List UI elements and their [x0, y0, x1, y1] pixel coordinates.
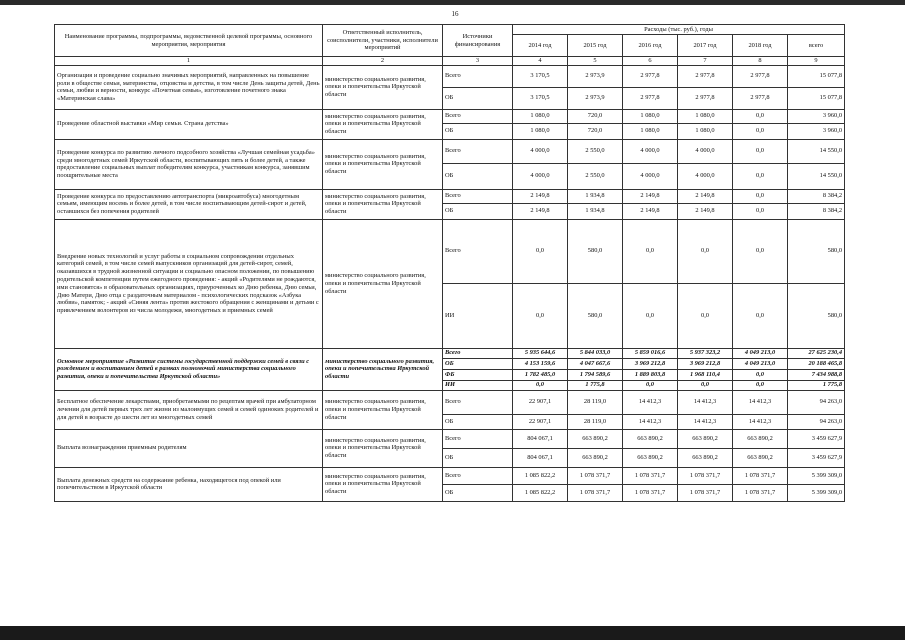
- year-value: 4 000,0: [678, 163, 733, 189]
- year-value: 0,0: [733, 109, 788, 123]
- table-row: [55, 219, 845, 283]
- responsible-executor: министерство социального развития, опеки и попечительства Иркутской области: [323, 189, 443, 219]
- year-value: 1 078 371,7: [678, 484, 733, 501]
- year-value: 1 078 371,7: [733, 484, 788, 501]
- year-value: 1 078 371,7: [623, 467, 678, 484]
- year-value: 1 078 371,7: [623, 484, 678, 501]
- year-value: 2 973,9: [568, 65, 623, 87]
- year-value: 0,0: [733, 163, 788, 189]
- col-number: 1: [55, 57, 323, 66]
- table-row: [55, 467, 845, 484]
- funding-source: ОБ: [443, 414, 513, 429]
- year-value: 804 067,1: [513, 429, 568, 448]
- year-value: 1 934,8: [568, 203, 623, 219]
- year-value: 663 890,2: [678, 429, 733, 448]
- year-value: 28 119,0: [568, 414, 623, 429]
- col-number: 2: [323, 57, 443, 66]
- table-row: [55, 348, 845, 358]
- total-value: 1 775,8: [788, 380, 845, 390]
- total-value: 94 263,0: [788, 390, 845, 414]
- year-value: 2 550,0: [568, 163, 623, 189]
- year-value: 0,0: [733, 189, 788, 203]
- funding-source: ОБ: [443, 163, 513, 189]
- table-row: [55, 65, 845, 87]
- header-year: 2018 год: [733, 35, 788, 57]
- year-value: 663 890,2: [733, 429, 788, 448]
- table-body: [55, 65, 845, 501]
- funding-source: Всего: [443, 390, 513, 414]
- funding-source: ОБ: [443, 203, 513, 219]
- year-value: 4 000,0: [513, 139, 568, 163]
- header-responsible-column: Ответственный исполнитель, соисполнители, участники, исполнители мероприятий: [323, 25, 443, 57]
- table-row: [55, 390, 845, 414]
- year-value: 663 890,2: [678, 448, 733, 467]
- responsible-executor: министерство социального развития, опеки и попечительства Иркутской области: [323, 139, 443, 189]
- year-value: 14 412,3: [623, 390, 678, 414]
- year-value: 3 170,5: [513, 65, 568, 87]
- year-value: 1 889 803,8: [623, 369, 678, 380]
- year-value: 0,0: [733, 123, 788, 139]
- col-number: 7: [678, 57, 733, 66]
- year-value: 28 119,0: [568, 390, 623, 414]
- year-value: 804 067,1: [513, 448, 568, 467]
- funding-source: ИИ: [443, 380, 513, 390]
- year-value: 720,0: [568, 109, 623, 123]
- total-value: 14 550,0: [788, 163, 845, 189]
- col-number: 8: [733, 57, 788, 66]
- year-value: 2 973,9: [568, 87, 623, 109]
- year-value: 14 412,3: [733, 414, 788, 429]
- page-number: 16: [451, 10, 459, 18]
- year-value: 720,0: [568, 123, 623, 139]
- total-value: 5 399 309,0: [788, 467, 845, 484]
- responsible-executor: министерство социального развития, опеки и попечительства Иркутской области: [323, 65, 443, 109]
- year-value: 0,0: [623, 283, 678, 348]
- header-expenses: Расходы (тыс. руб.), годы: [513, 25, 845, 35]
- header-year: 2017 год: [678, 35, 733, 57]
- table-row: [55, 109, 845, 123]
- funding-source: ОБ: [443, 448, 513, 467]
- year-value: 1 080,0: [623, 123, 678, 139]
- year-value: 22 907,1: [513, 414, 568, 429]
- year-value: 0,0: [733, 203, 788, 219]
- year-value: 663 890,2: [623, 429, 678, 448]
- year-value: 0,0: [733, 219, 788, 283]
- activity-description: Основное мероприятие «Развитие системы государственной поддержки семей в связи с рождением и воспитанием детей в рамках полномочий министерства социального развития, опеки и попечительства Иркутской области»: [55, 348, 323, 390]
- funding-source: Всего: [443, 348, 513, 358]
- year-value: 5 937 323,2: [678, 348, 733, 358]
- responsible-executor: министерство социального развития, опеки и попечительства Иркутской области: [323, 467, 443, 501]
- header-year: 2014 год: [513, 35, 568, 57]
- year-value: 0,0: [733, 380, 788, 390]
- year-value: 1 080,0: [513, 123, 568, 139]
- year-value: 663 890,2: [733, 448, 788, 467]
- responsible-executor: министерство социального развития, опеки и попечительства Иркутской области: [323, 390, 443, 429]
- year-value: 1 078 371,7: [568, 484, 623, 501]
- year-value: 2 977,8: [733, 65, 788, 87]
- year-value: 4 049 213,0: [733, 348, 788, 358]
- header-source-column: Источники финансирования: [443, 25, 513, 57]
- total-value: 7 434 988,8: [788, 369, 845, 380]
- year-value: 2 149,8: [678, 189, 733, 203]
- col-number: 4: [513, 57, 568, 66]
- year-value: 2 977,8: [623, 87, 678, 109]
- responsible-executor: министерство социального развития, опеки и попечительства Иркутской области: [323, 429, 443, 467]
- year-value: 3 969 212,8: [623, 358, 678, 369]
- year-value: 1 968 110,4: [678, 369, 733, 380]
- year-value: 2 977,8: [678, 65, 733, 87]
- year-value: 4 047 667,6: [568, 358, 623, 369]
- column-number-row: [55, 57, 845, 66]
- activity-description: Проведение конкурса по предоставлению автотранспорта (микроавтобуса) многодетным семьям, имеющим восемь и более детей, в том числе воспитывающим детей-сирот и детей, оставшихся без попечения родителей: [55, 189, 323, 219]
- total-value: 15 077,8: [788, 65, 845, 87]
- year-value: 1 775,8: [568, 380, 623, 390]
- year-value: 0,0: [678, 380, 733, 390]
- year-value: 0,0: [513, 219, 568, 283]
- table-row: [55, 429, 845, 448]
- year-value: 663 890,2: [568, 429, 623, 448]
- year-value: 4 000,0: [623, 163, 678, 189]
- year-value: 2 977,8: [678, 87, 733, 109]
- year-value: 0,0: [733, 369, 788, 380]
- year-value: 2 149,8: [513, 203, 568, 219]
- year-value: 0,0: [733, 283, 788, 348]
- header-year: 2015 год: [568, 35, 623, 57]
- year-value: 580,0: [568, 219, 623, 283]
- funding-source: ОБ: [443, 484, 513, 501]
- activity-description: Проведение конкурса по развитию личного подсобного хозяйства «Лучшая семейная усадьба» среди многодетных семей Иркутской области, воспитывающих пять и более детей, а также предоставление социальных выплат победителям конкурса, участникам конкурса, занявшим поощрительные места: [55, 139, 323, 189]
- year-value: 1 080,0: [678, 109, 733, 123]
- table-row: [55, 139, 845, 163]
- year-value: 14 412,3: [733, 390, 788, 414]
- total-value: 3 459 627,9: [788, 448, 845, 467]
- responsible-executor: министерство социального развития, опеки и попечительства Иркутской области: [323, 109, 443, 139]
- year-value: 1 078 371,7: [678, 467, 733, 484]
- activity-description: Внедрение новых технологий и услуг работы в социальном сопровождении отдельных категорий семей, в том числе семей выпускников организаций для детей-сирот, семей, оказавшихся в трудной жизненной ситуации и социально опасном положении, по повышению родительской компетенции путем ежегодного проведения: - акций «Родителями не рождаются, ими становятся» в образовательных организациях, приуроченных ко Дню ребенка, Дню семьи, Дню Матери, Дню отца с раздаточным материалом - психологических подсказок «Азбука любви», памяток; - акций «Синяя лента» против жестокого обращения с женщинами и детьми с привлечением волонтеров из числа молодежи, многодетных и приемных семей: [55, 219, 323, 348]
- year-value: 663 890,2: [568, 448, 623, 467]
- year-value: 2 149,8: [678, 203, 733, 219]
- funding-source: Всего: [443, 139, 513, 163]
- total-value: 580,0: [788, 219, 845, 283]
- responsible-executor: министерство социального развития, опеки и попечительства Иркутской области: [323, 348, 443, 390]
- funding-source: Всего: [443, 219, 513, 283]
- year-value: 14 412,3: [678, 390, 733, 414]
- year-value: 14 412,3: [678, 414, 733, 429]
- table-row: [55, 189, 845, 203]
- year-value: 5 935 644,6: [513, 348, 568, 358]
- funding-source: Всего: [443, 109, 513, 123]
- year-value: 1 782 485,0: [513, 369, 568, 380]
- year-value: 0,0: [513, 283, 568, 348]
- total-value: 27 625 230,4: [788, 348, 845, 358]
- year-value: 4 000,0: [678, 139, 733, 163]
- header-total: всего: [788, 35, 845, 57]
- activity-description: Проведение областной выставки «Мир семьи. Страна детства»: [55, 109, 323, 139]
- col-number: 3: [443, 57, 513, 66]
- year-value: 1 085 822,2: [513, 484, 568, 501]
- year-value: 22 907,1: [513, 390, 568, 414]
- year-value: 2 149,8: [623, 189, 678, 203]
- year-value: 1 080,0: [678, 123, 733, 139]
- total-value: 14 550,0: [788, 139, 845, 163]
- year-value: 0,0: [623, 380, 678, 390]
- funding-source: ОБ: [443, 123, 513, 139]
- col-number: 6: [623, 57, 678, 66]
- scan-top-edge: [0, 0, 905, 5]
- expenses-table: [54, 24, 845, 502]
- activity-description: Выплата денежных средств на содержание ребенка, находящегося под опекой или попечительством в Иркутской области: [55, 467, 323, 501]
- activity-description: Организация и проведение социально значимых мероприятий, направленных на повышение роли в обществе семьи, материнства, отцовства и детства, в том числе День защиты детей, День семьи, любви и верности, конкурс «Почетная семья», изготовление почетного знака «Материнская слава»: [55, 65, 323, 109]
- funding-source: ОБ: [443, 358, 513, 369]
- col-number: 5: [568, 57, 623, 66]
- year-value: 580,0: [568, 283, 623, 348]
- year-value: 663 890,2: [623, 448, 678, 467]
- activity-description: Выплата вознаграждения приемным родителям: [55, 429, 323, 467]
- year-value: 1 934,8: [568, 189, 623, 203]
- year-value: 1 078 371,7: [733, 467, 788, 484]
- funding-source: ФБ: [443, 369, 513, 380]
- year-value: 2 977,8: [733, 87, 788, 109]
- year-value: 2 149,8: [623, 203, 678, 219]
- total-value: 3 960,0: [788, 109, 845, 123]
- year-value: 4 049 213,0: [733, 358, 788, 369]
- activity-description: Бесплатное обеспечение лекарствами, приобретаемыми по рецептам врачей при амбулаторном лечении для детей первых трех лет жизни из малоимущих семей и семей одиноких родителей и для детей в возрасте до шести лет из многодетных семей: [55, 390, 323, 429]
- funding-source: ОБ: [443, 87, 513, 109]
- year-value: 3 170,5: [513, 87, 568, 109]
- funding-source: ИИ: [443, 283, 513, 348]
- total-value: 3 960,0: [788, 123, 845, 139]
- total-value: 8 384,2: [788, 189, 845, 203]
- year-value: 14 412,3: [623, 414, 678, 429]
- year-value: 4 000,0: [513, 163, 568, 189]
- year-value: 4 153 159,6: [513, 358, 568, 369]
- funding-source: Всего: [443, 189, 513, 203]
- header-year: 2016 год: [623, 35, 678, 57]
- total-value: 94 263,0: [788, 414, 845, 429]
- year-value: 0,0: [678, 283, 733, 348]
- total-value: 5 399 309,0: [788, 484, 845, 501]
- year-value: 5 859 016,6: [623, 348, 678, 358]
- year-value: 1 078 371,7: [568, 467, 623, 484]
- year-value: 1 080,0: [513, 109, 568, 123]
- year-value: 2 550,0: [568, 139, 623, 163]
- funding-source: Всего: [443, 65, 513, 87]
- year-value: 2 977,8: [623, 65, 678, 87]
- responsible-executor: министерство социального развития, опеки и попечительства Иркутской области: [323, 219, 443, 348]
- year-value: 0,0: [623, 219, 678, 283]
- total-value: 580,0: [788, 283, 845, 348]
- funding-source: Всего: [443, 429, 513, 448]
- year-value: 1 794 589,6: [568, 369, 623, 380]
- total-value: 15 077,8: [788, 87, 845, 109]
- year-value: 1 085 822,2: [513, 467, 568, 484]
- scan-bottom-edge: [0, 626, 905, 640]
- year-value: 0,0: [678, 219, 733, 283]
- year-value: 1 080,0: [623, 109, 678, 123]
- year-value: 3 969 212,8: [678, 358, 733, 369]
- funding-source: Всего: [443, 467, 513, 484]
- year-value: 4 000,0: [623, 139, 678, 163]
- year-value: 2 149,8: [513, 189, 568, 203]
- total-value: 8 384,2: [788, 203, 845, 219]
- total-value: 20 188 465,8: [788, 358, 845, 369]
- header-name-column: Наименование программы, подпрограммы, ведомственной целевой программы, основного мероприятия, мероприятия: [55, 25, 323, 57]
- year-value: 0,0: [513, 380, 568, 390]
- year-value: 0,0: [733, 139, 788, 163]
- col-number: 9: [788, 57, 845, 66]
- total-value: 3 459 627,9: [788, 429, 845, 448]
- year-value: 5 844 033,0: [568, 348, 623, 358]
